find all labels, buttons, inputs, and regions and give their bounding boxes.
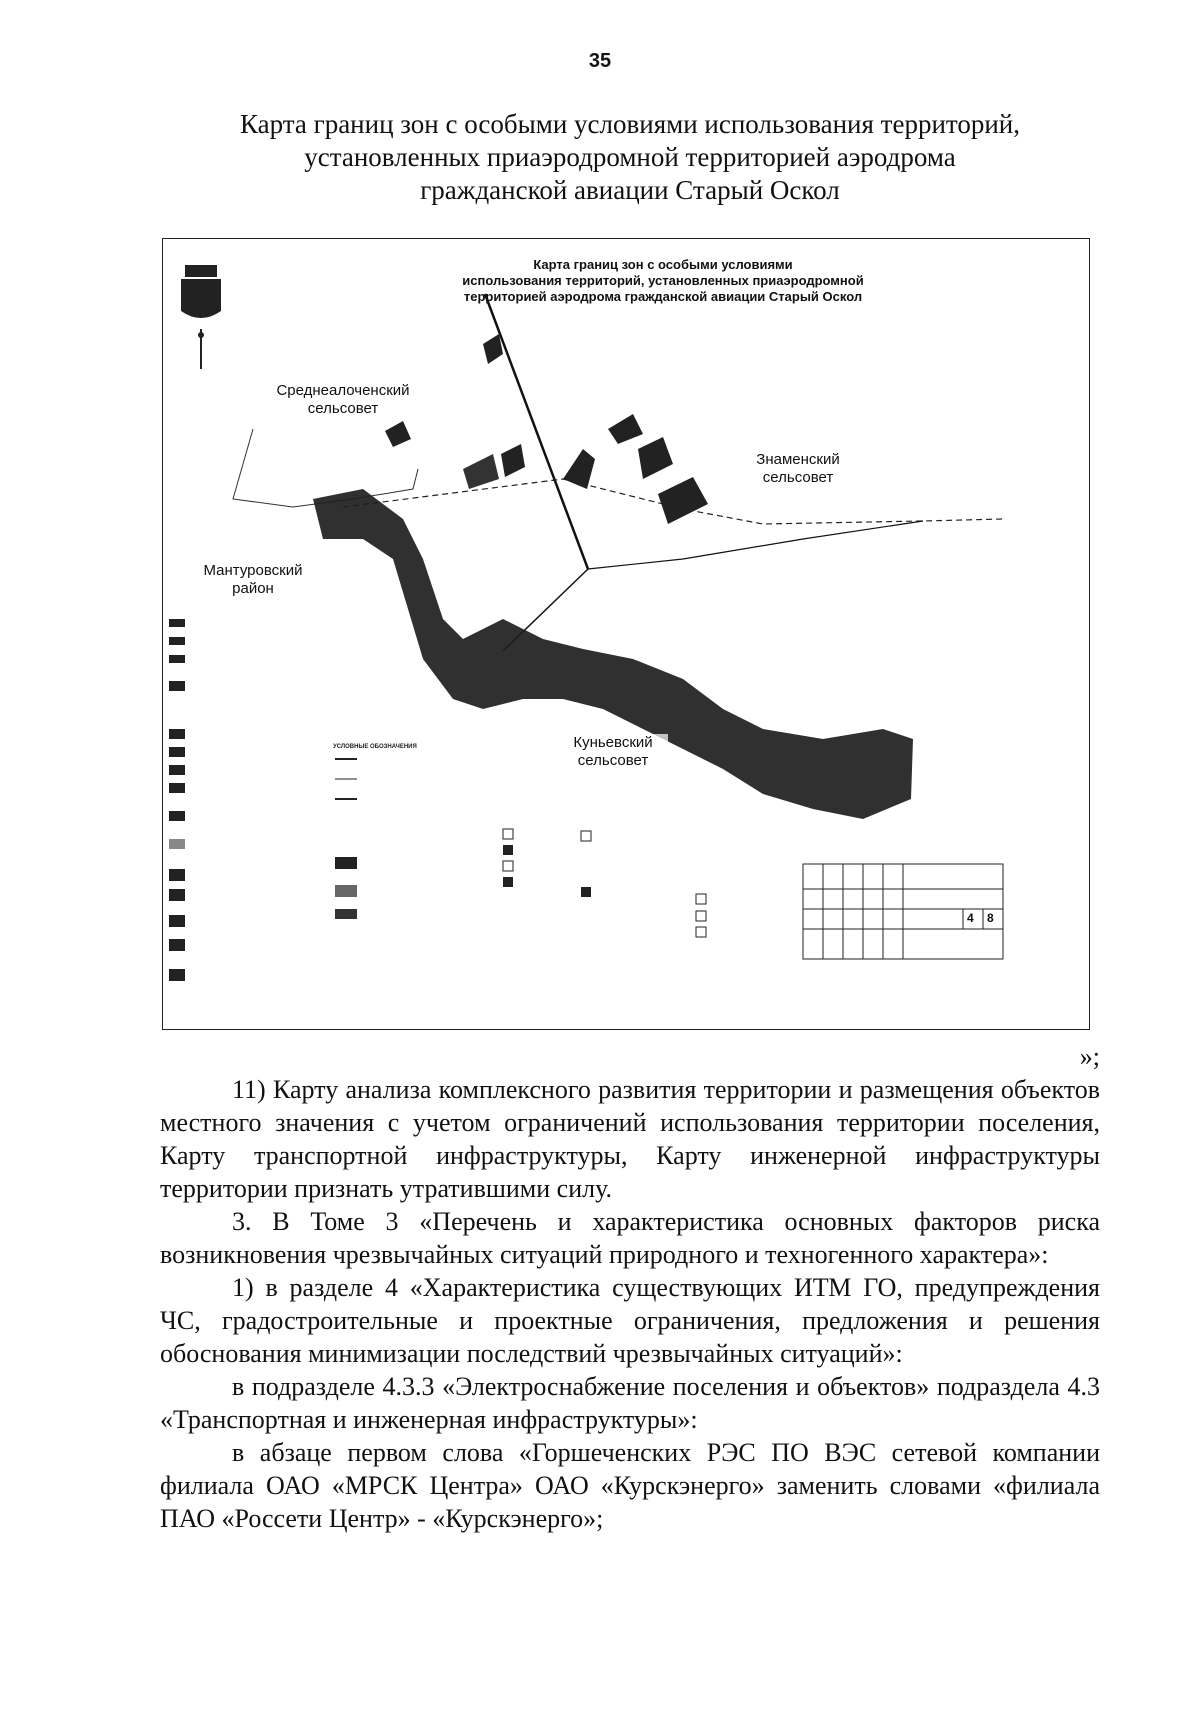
map-legend-symbols [503, 829, 706, 937]
coat-of-arms-icon [181, 265, 221, 369]
map-label-line: район [232, 580, 274, 597]
map-label-line: Среднеалоченский [276, 382, 410, 399]
paragraph: 1) в разделе 4 «Характеристика существующих ИТМ ГО, предупреждения ЧС, градостроительные и проектные ограничения, предложения и решения обоснования минимизации последствий чрезвычайных ситуаций»: [160, 1273, 1100, 1368]
document-title-line: гражданской авиации Старый Оскол [420, 175, 840, 205]
map-legend-left [169, 619, 185, 981]
paragraph: в подразделе 4.3.3 «Электроснабжение поселения и объектов» подраздела 4.3 «Транспортная и инженерная инфраструктуры»: [160, 1372, 1100, 1434]
body-text [160, 1040, 1100, 1535]
map-legend-middle [335, 759, 357, 919]
map-label-line: Мантуровский [203, 562, 303, 579]
document-title [150, 108, 1110, 207]
map-label-sredneal [263, 382, 423, 418]
map-title [363, 257, 963, 305]
map-title-line: территорией аэродрома гражданской авиации Старый Оскол [463, 289, 863, 304]
map-label-znamensky [733, 451, 863, 487]
closing-quote: »; [1079, 1042, 1100, 1071]
map-label-line: Знаменский [756, 451, 840, 468]
map-label-line: сельсовет [762, 469, 834, 486]
map-title-line: использования территорий, установленных приаэродромной [462, 273, 864, 288]
map-figure [162, 238, 1090, 1030]
map-stamp-sheets: 8 [987, 911, 994, 925]
document-title-line: Карта границ зон с особыми условиями использования территорий, [239, 109, 1020, 139]
map-label-line: сельсовет [577, 752, 649, 769]
paragraph: в абзаце первом слова «Горшеченских РЭС ПО ВЭС сетевой компании филиала ОАО «МРСК Центра» ОАО «Курскэнерго» заменить словами «филиала ПАО «Россети Центр» - «Курскэнерго»; [160, 1438, 1100, 1533]
map-label-kunyevsky [558, 734, 668, 770]
document-title-line: установленных приаэродромной территорией аэродрома [304, 142, 956, 172]
paragraph: 11) Карту анализа комплексного развития территории и размещения объектов местного значения с учетом ограничений использования территории поселения, Карту транспортной инфраструктуры, Карту инженерной инфраструктуры территории признать утратившими силу. [160, 1075, 1100, 1203]
map-legend-heading: УСЛОВНЫЕ ОБОЗНАЧЕНИЯ [333, 744, 417, 750]
map-title-line: Карта границ зон с особыми условиями [533, 257, 793, 272]
map-label-manturovo [193, 562, 313, 598]
map-drawing [163, 239, 1089, 1029]
map-stamp-sheet: 4 [967, 911, 974, 925]
page-number: 35 [588, 50, 612, 72]
map-label-line: Куньевский [573, 734, 653, 751]
paragraph: 3. В Томе 3 «Перечень и характеристика основных факторов риска возникновения чрезвычайных ситуаций природного и техногенного характера»: [160, 1207, 1100, 1269]
map-label-line: сельсовет [307, 400, 379, 417]
